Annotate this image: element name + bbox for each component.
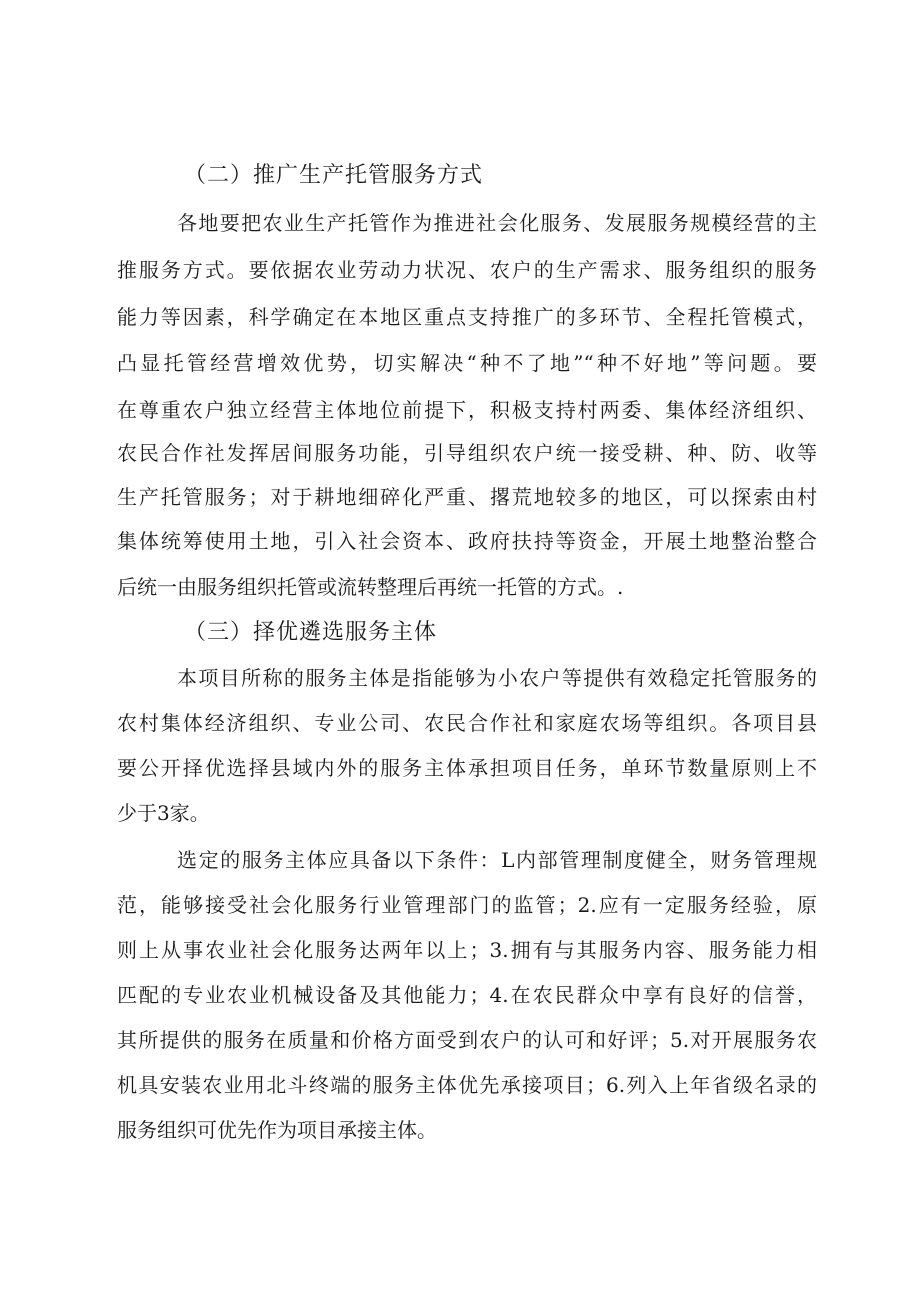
paragraph-line: 凸显托管经营增效优势，切实解决“种不了地”“种不好地”等问题。要	[117, 351, 817, 375]
paragraph-line: 各地要把农业生产托管作为推进社会化服务、发展服务规模经营的主	[177, 211, 817, 235]
paragraph-line: 农民合作社发挥居间服务功能，引导组织农户统一接受耕、种、防、收等	[117, 441, 817, 465]
section-2-heading: （二）推广生产托管服务方式	[184, 163, 484, 188]
paragraph-line: 其所提供的服务在质量和价格方面受到农户的认可和好评；5.对开展服务农	[117, 1028, 817, 1052]
paragraph-line: 则上从事农业社会化服务达两年以上；3.拥有与其服务内容、服务能力相	[117, 938, 817, 962]
paragraph-line: 匹配的专业农业机械设备及其他能力；4.在农民群众中享有良好的信誉，	[117, 983, 817, 1007]
paragraph-line: 要公开择优选择县域内外的服务主体承担项目任务，单环节数量原则上不	[117, 756, 817, 780]
paragraph-line: 机具安装农业用北斗终端的服务主体优先承接项目；6.列入上年省级名录的	[117, 1073, 817, 1097]
paragraph-line: 范，能够接受社会化服务行业管理部门的监管；2.应有一定服务经验，原	[117, 893, 817, 917]
paragraph-line: 少于3家。	[117, 801, 210, 825]
paragraph-line: 选定的服务主体应具备以下条件：L内部管理制度健全，财务管理规	[177, 848, 817, 872]
paragraph-line: 本项目所称的服务主体是指能够为小农户等提供有效稳定托管服务的	[177, 666, 817, 690]
paragraph-line: 在尊重农户独立经营主体地位前提下，积极支持村两委、集体经济组织、	[117, 398, 817, 422]
paragraph-line: 能力等因素，科学确定在本地区重点支持推广的多环节、全程托管模式，	[117, 305, 817, 329]
paragraph-line: 集体统筹使用土地，引入社会资本、政府扶持等资金，开展土地整治整合	[117, 529, 817, 553]
paragraph-line: 生产托管服务；对于耕地细碎化严重、撂荒地较多的地区，可以探索由村	[117, 485, 817, 509]
section-3-heading: （三）择优遴选服务主体	[184, 620, 438, 645]
paragraph-line: 推服务方式。要依据农业劳动力状况、农户的生产需求、服务组织的服务	[117, 258, 817, 282]
paragraph-line: 后统一由服务组织托管或流转整理后再统一托管的方式。.	[117, 575, 624, 599]
paragraph-line: 农村集体经济组织、专业公司、农民合作社和家庭农场等组织。各项目县	[117, 711, 817, 735]
paragraph-line: 服务组织可优先作为项目承接主体。	[117, 1118, 437, 1142]
